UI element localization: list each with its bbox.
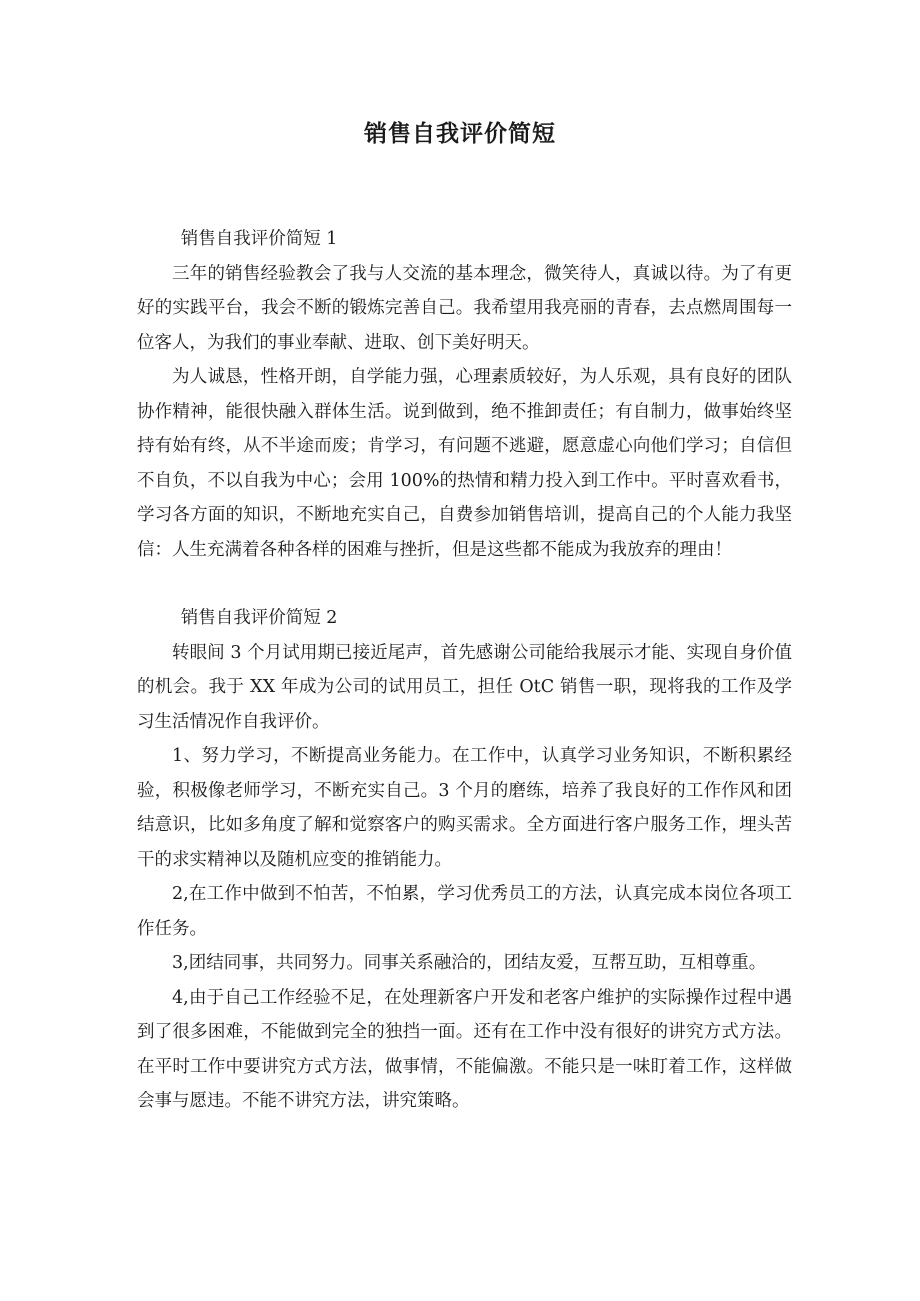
section-2	[137, 601, 792, 1119]
section-heading: 销售自我评价简短 2	[180, 608, 338, 628]
section-1	[137, 222, 792, 567]
paragraph: 3,团结同事，共同努力。同事关系融洽的，团结友爱，互帮互助，互相尊重。	[172, 953, 767, 973]
paragraph: 三年的销售经验教会了我与人交流的基本理念，微笑待人，真诚以待。为了有更好的实践平台，我会不断的锻炼完善自己。我希望用我亮丽的青春，去点燃周围每一位客人，为我们的事业奉献、进取、创下美好明天。	[137, 263, 792, 353]
paragraph: 2,在工作中做到不怕苦，不怕累，学习优秀员工的方法，认真完成本岗位各项工作任务。	[137, 884, 792, 939]
paragraph: 1、努力学习，不断提高业务能力。在工作中，认真学习业务知识，不断积累经验，积极像老师学习，不断充实自己。3 个月的磨练，培养了我良好的工作作风和团结意识，比如多角度了解和觉察客户的购买需求。全方面进行客户服务工作，埋头苦干的求实精神以及随机应变的推销能力。	[137, 746, 792, 870]
paragraph: 为人诚恳，性格开朗，自学能力强，心理素质较好，为人乐观，具有良好的团队协作精神，能很快融入群体生活。说到做到，绝不推卸责任；有自制力，做事始终坚持有始有终，从不半途而废；肯学习，有问题不逃避，愿意虚心向他们学习；自信但不自负，不以自我为中心；会用 100%的热情和精力投入到工作中。平时喜欢看书，学习各方面的知识，不断地充实自己，自费参加销售培训，提高自己的个人能力我坚信：人生充满着各种各样的困难与挫折，但是这些都不能成为我放弃的理由！	[137, 367, 792, 560]
section-spacer	[137, 567, 792, 601]
document-body	[137, 222, 792, 1119]
paragraph: 转眼间 3 个月试用期已接近尾声，首先感谢公司能给我展示才能、实现自身价值的机会。我于 XX 年成为公司的试用员工，担任 OtC 销售一职，现将我的工作及学习生活情况作自我评价。	[137, 642, 792, 732]
document-title: 销售自我评价简短	[364, 121, 556, 147]
paragraph: 4,由于自己工作经验不足，在处理新客户开发和老客户维护的实际操作过程中遇到了很多困难，不能做到完全的独挡一面。还有在工作中没有很好的讲究方式方法。在平时工作中要讲究方式方法，做事情，不能偏激。不能只是一味盯着工作，这样做会事与愿违。不能不讲究方法，讲究策略。	[137, 987, 792, 1111]
section-heading: 销售自我评价简短 1	[180, 229, 338, 249]
